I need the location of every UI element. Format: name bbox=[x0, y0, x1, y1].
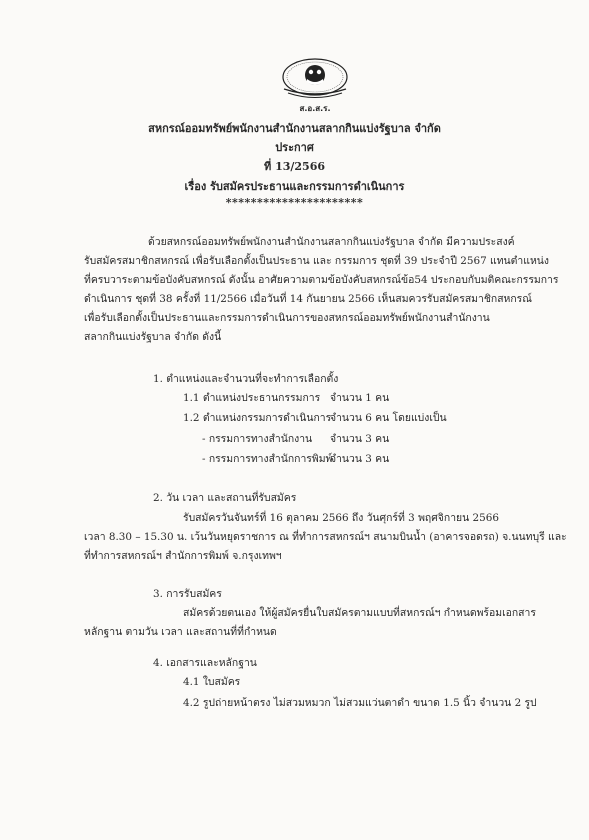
intro-line-5: เพื่อรับเลือกตั้งเป็นประธานและกรรมการดำเนินการของสหกรณ์ออมทรัพย์พนักงานสำนักงาน bbox=[84, 312, 490, 324]
intro-line-6: สลากกินแบ่งรัฐบาล จำกัด ดังนี้ bbox=[84, 331, 222, 343]
section-1-sub-2-value: จำนวน 3 คน bbox=[330, 453, 390, 465]
intro-line-1: ด้วยสหกรณ์ออมทรัพย์พนักงานสำนักงานสลากกินแบ่งรัฐบาล จำกัด มีความประสงค์ bbox=[148, 236, 515, 248]
section-4-item-2: 4.2 รูปถ่ายหน้าตรง ไม่สวมหมวก ไม่สวมแว่นตาดำ ขนาด 1.5 นิ้ว จำนวน 2 รูป bbox=[183, 697, 537, 709]
section-2-line-1: รับสมัครวันจันทร์ที่ 16 ตุลาคม 2566 ถึง วันศุกร์ที่ 3 พฤศจิกายน 2566 bbox=[183, 512, 499, 524]
section-4-title: 4. เอกสารและหลักฐาน bbox=[153, 657, 257, 669]
section-3-title: 3. การรับสมัคร bbox=[153, 588, 222, 600]
doc-number: ที่ 13/2566 bbox=[263, 160, 326, 173]
section-2-line-2: เวลา 8.30 – 15.30 น. เว้นวันหยุดราชการ ณ ที่ทำการสหกรณ์ฯ สนามบินน้ำ (อาคารจอดรถ) จ.นนทบุรี และ bbox=[84, 531, 567, 543]
section-2-line-3: ที่ทำการสหกรณ์ฯ สำนักการพิมพ์ จ.กรุงเทพฯ bbox=[84, 550, 282, 562]
logo-text: ส.อ.ส.ร. bbox=[299, 104, 331, 113]
section-1-item-2-label: 1.2 ตำแหน่งกรรมการดำเนินการ bbox=[183, 412, 332, 424]
section-1-item-1-value: จำนวน 1 คน bbox=[330, 392, 390, 404]
org-name: สหกรณ์ออมทรัพย์พนักงานสำนักงานสลากกินแบ่งรัฐบาล จำกัด bbox=[148, 122, 441, 135]
section-3-line-2: หลักฐาน ตามวัน เวลา และสถานที่ที่กำหนด bbox=[84, 626, 277, 638]
section-1-item-2-value: จำนวน 6 คน โดยแบ่งเป็น bbox=[330, 412, 447, 424]
doc-type: ประกาศ bbox=[275, 141, 314, 154]
doc-subject: เรื่อง รับสมัครประธานและกรรมการดำเนินการ bbox=[184, 180, 405, 193]
separator-line: ********************** bbox=[225, 196, 364, 209]
intro-line-4: ดำเนินการ ชุดที่ 38 ครั้งที่ 11/2566 เมื่อวันที่ 14 กันยายน 2566 เห็นสมควรรับสมัครสมาชิกสหกรณ์ bbox=[84, 293, 532, 305]
section-3-line-1: สมัครด้วยตนเอง ให้ผู้สมัครยื่นใบสมัครตามแบบที่สหกรณ์ฯ กำหนดพร้อมเอกสาร bbox=[183, 607, 536, 619]
section-1-sub-2-label: - กรรมการทางสำนักการพิมพ์ bbox=[202, 453, 333, 465]
section-1-item-1-label: 1.1 ตำแหน่งประธานกรรมการ bbox=[183, 392, 321, 404]
section-1-sub-1-label: - กรรมการทางสำนักงาน bbox=[202, 433, 313, 445]
section-2-title: 2. วัน เวลา และสถานที่รับสมัคร bbox=[153, 492, 297, 504]
section-1-title: 1. ตำแหน่งและจำนวนที่จะทำการเลือกตั้ง bbox=[153, 373, 339, 385]
section-4-item-1: 4.1 ใบสมัคร bbox=[183, 676, 241, 688]
section-1-sub-1-value: จำนวน 3 คน bbox=[330, 433, 390, 445]
intro-line-3: ที่ครบวาระตามข้อบังคับสหกรณ์ ดังนั้น อาศัยความตามข้อบังคับสหกรณ์ข้อ54 ประกอบกับมติคณะกรรมการ bbox=[84, 274, 559, 286]
intro-line-2: รับสมัครสมาชิกสหกรณ์ เพื่อรับเลือกตั้งเป็นประธาน และ กรรมการ ชุดที่ 39 ประจำปี 2567 แทนตำแหน่ง bbox=[84, 255, 549, 267]
cooperative-logo bbox=[270, 55, 360, 115]
